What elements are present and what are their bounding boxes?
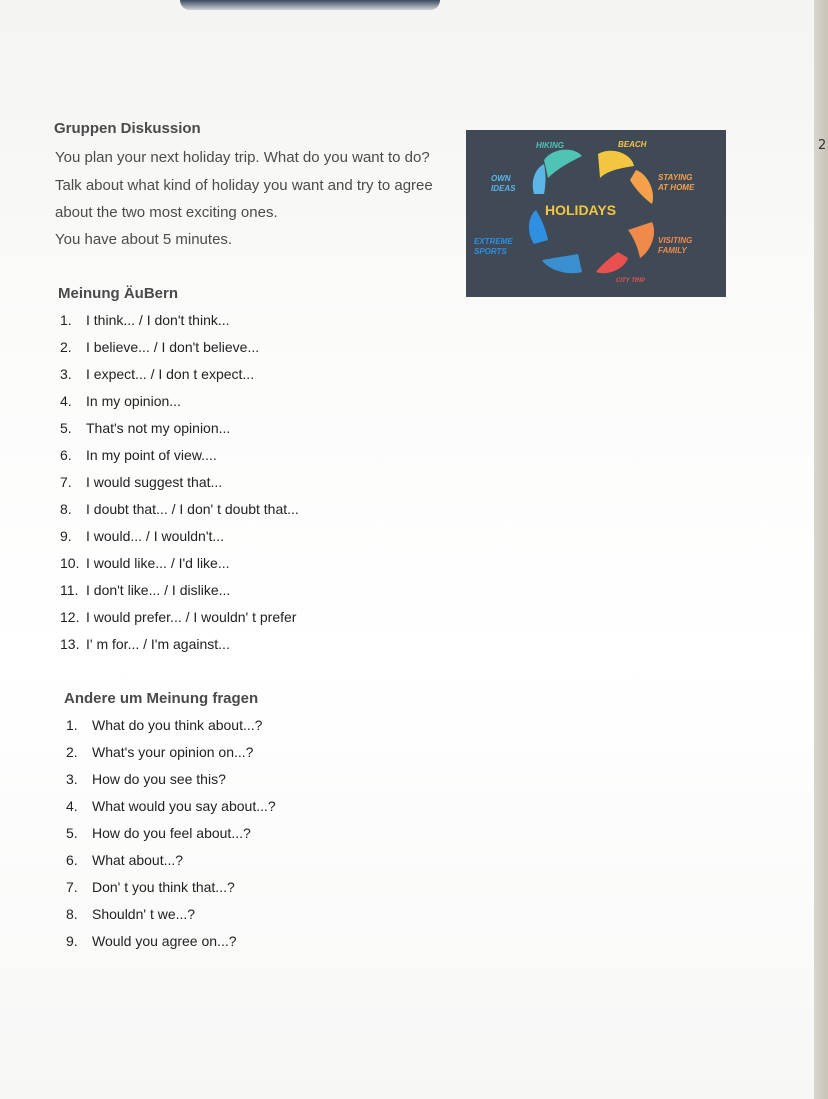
list-item: 12. I would prefer... / I wouldn' t prefer	[60, 609, 297, 625]
list-item: 5. That's not my opinion...	[60, 420, 231, 436]
list-item: 10. I would like... / I'd like...	[60, 555, 230, 571]
hiking-label: HIKING	[536, 141, 564, 150]
staying-label-2: AT HOME	[658, 183, 695, 192]
edge-mark: 2	[818, 138, 827, 153]
list-item: 5. How do you feel about...?	[66, 825, 251, 841]
holidays-image	[466, 130, 726, 297]
visiting-label-2: FAMILY	[658, 246, 687, 255]
beach-label: BEACH	[618, 140, 647, 149]
own-petal	[533, 164, 546, 194]
own-label-1: OWN	[491, 174, 511, 183]
opinion-list	[60, 307, 299, 658]
asking-list	[66, 712, 276, 955]
visiting-label-1: VISITING	[658, 236, 693, 245]
list-item: 3. How do you see this?	[66, 771, 226, 787]
list-item: 8. Shouldn' t we...?	[66, 906, 196, 922]
extreme-label-2: SPORTS	[474, 247, 507, 256]
bottom-petal	[542, 254, 582, 273]
list-item: 11. I don't like... / I dislike...	[60, 582, 231, 598]
hiking-petal	[544, 150, 582, 178]
beach-petal	[598, 151, 634, 178]
list-item: 4. In my opinion...	[60, 393, 181, 409]
list-item: 9. I would... / I wouldn't...	[60, 528, 225, 544]
task-heading: Gruppen Diskussion	[54, 120, 201, 137]
task-line-1: You plan your next holiday trip. What do you want to do?	[55, 149, 430, 166]
list-item: 2. I believe... / I don't believe...	[60, 339, 260, 355]
list-item: 6. In my point of view....	[60, 447, 217, 463]
list-item: 13. I' m for... / I'm against...	[60, 636, 230, 652]
task-line-2: Talk about what kind of holiday you want and try to agree	[55, 177, 433, 194]
top-shadow	[180, 0, 440, 10]
city-label: CITY TRIP	[616, 278, 645, 284]
list-item: 6. What about...?	[66, 852, 184, 868]
list-item: 9. Would you agree on...?	[66, 933, 237, 949]
list-item: 8. I doubt that... / I don' t doubt that...	[60, 501, 299, 517]
own-label-2: IDEAS	[491, 184, 516, 193]
city-petal	[596, 252, 628, 273]
page-edge	[814, 0, 828, 1099]
list-item: 7. I would suggest that...	[60, 474, 223, 490]
opinion-heading: Meinung ÄuBern	[58, 285, 178, 302]
list-item: 1. What do you think about...?	[66, 717, 263, 733]
extreme-label-1: EXTREME	[474, 237, 513, 246]
asking-heading: Andere um Meinung fragen	[64, 690, 259, 707]
staying-label-1: STAYING	[658, 173, 693, 182]
holidays-title: HOLIDAYS	[545, 202, 617, 218]
list-item: 1. I think... / I don't think...	[60, 312, 230, 328]
list-item: 7. Don' t you think that...?	[66, 879, 235, 895]
task-line-4: You have about 5 minutes.	[55, 231, 233, 248]
staying-petal	[630, 170, 653, 204]
list-item: 3. I expect... / I don t expect...	[60, 366, 255, 382]
list-item: 2. What's your opinion on...?	[66, 744, 254, 760]
list-item: 4. What would you say about...?	[66, 798, 276, 814]
visiting-petal	[628, 222, 654, 258]
task-line-3: about the two most exciting ones.	[55, 204, 278, 221]
